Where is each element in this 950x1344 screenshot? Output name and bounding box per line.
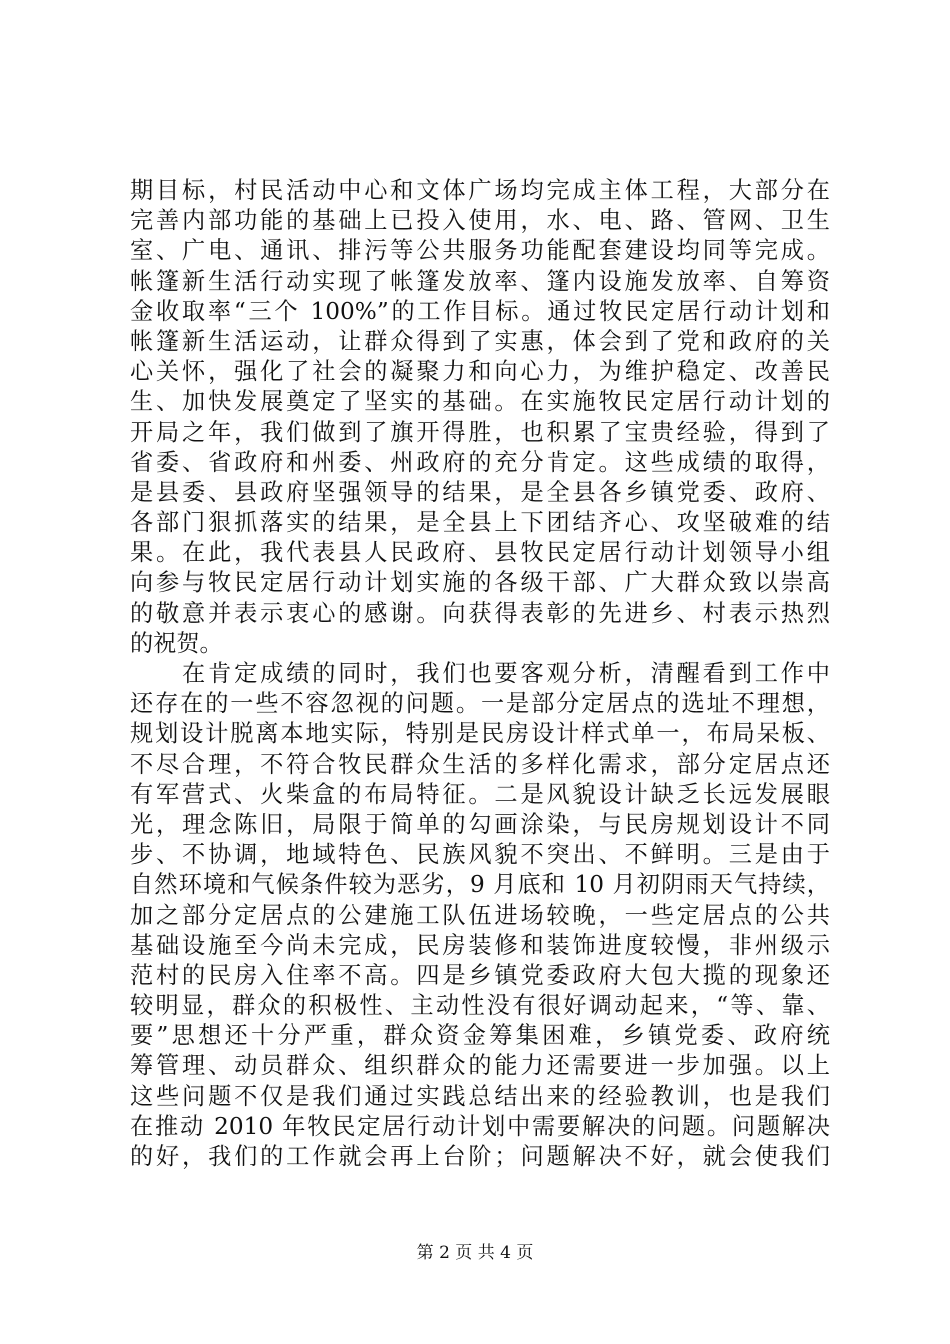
text-line: 是县委、县政府坚强领导的结果，是全县各乡镇党委、政府、: [130, 478, 830, 506]
text-line: 开局之年，我们做到了旗开得胜，也积累了宝贵经验，得到了: [130, 418, 830, 446]
text-line: 心关怀，强化了社会的凝聚力和向心力，为维护稳定、改善民: [130, 358, 830, 386]
text-line: 有军营式、火柴盒的布局特征。二是风貌设计缺乏长远发展眼: [130, 780, 830, 808]
text-line: 帐篷新生活行动实现了帐篷发放率、篷内设施发放率、自筹资: [130, 267, 830, 295]
text-line: 各部门狠抓落实的结果，是全县上下团结齐心、攻坚破难的结: [130, 509, 830, 537]
text-line: 在推动 2010 年牧民定居行动计划中需要解决的问题。问题解决: [130, 1112, 830, 1140]
paragraph: [130, 659, 830, 1172]
text-line: 范村的民房入住率不高。四是乡镇党委政府大包大揽的现象还: [130, 961, 830, 989]
text-line: 的祝贺。: [130, 629, 223, 657]
text-line: 向参与牧民定居行动计划实施的各级干部、广大群众致以崇高: [130, 569, 830, 597]
text-line: 在肯定成绩的同时，我们也要客观分析，清醒看到工作中: [130, 660, 830, 687]
text-line: 较明显，群众的积极性、主动性没有很好调动起来，“等、靠、: [130, 992, 830, 1020]
paragraph: [130, 176, 830, 659]
page-footer: 第 2 页 共 4 页: [416, 1243, 534, 1263]
text-line: 还存在的一些不容忽视的问题。一是部分定居点的选址不理想，: [130, 690, 830, 718]
text-line: 生、加快发展奠定了坚实的基础。在实施牧民定居行动计划的: [130, 388, 830, 416]
text-line: 这些问题不仅是我们通过实践总结出来的经验教训，也是我们: [130, 1082, 830, 1110]
text-line: 规划设计脱离本地实际，特别是民房设计样式单一，布局呆板、: [130, 720, 830, 748]
text-line: 步、不协调，地域特色、民族风貌不突出、不鲜明。三是由于: [130, 841, 830, 869]
text-line: 金收取率“三个 100%”的工作目标。通过牧民定居行动计划和: [130, 297, 830, 325]
text-line: 光，理念陈旧，局限于简单的勾画涂染，与民房规划设计不同: [130, 810, 830, 838]
text-line: 期目标，村民活动中心和文体广场均完成主体工程，大部分在: [130, 177, 830, 204]
text-line: 的好，我们的工作就会再上台阶；问题解决不好，就会使我们: [130, 1143, 830, 1170]
text-line: 不尽合理，不符合牧民群众生活的多样化需求，部分定居点还: [130, 750, 830, 778]
body-text: [130, 176, 830, 1172]
text-line: 要”思想还十分严重，群众资金筹集困难，乡镇党委、政府统: [130, 1022, 830, 1050]
text-line: 完善内部功能的基础上已投入使用，水、电、路、管网、卫生: [130, 207, 830, 235]
text-line: 加之部分定居点的公建施工队伍进场较晚，一些定居点的公共: [130, 901, 830, 929]
text-line: 自然环境和气候条件较为恶劣，9 月底和 10 月初阴雨天气持续，: [130, 871, 830, 899]
text-line: 筹管理、动员群众、组织群众的能力还需要进一步加强。以上: [130, 1052, 830, 1080]
text-line: 的敬意并表示衷心的感谢。向获得表彰的先进乡、村表示热烈: [130, 599, 830, 627]
text-line: 帐篷新生活运动，让群众得到了实惠，体会到了党和政府的关: [130, 327, 830, 355]
text-line: 室、广电、通讯、排污等公共服务功能配套建设均同等完成。: [130, 237, 830, 265]
text-line: 基础设施至今尚未完成，民房装修和装饰进度较慢，非州级示: [130, 931, 830, 959]
text-line: 果。在此，我代表县人民政府、县牧民定居行动计划领导小组: [130, 539, 830, 567]
text-line: 省委、省政府和州委、州政府的充分肯定。这些成绩的取得，: [130, 448, 830, 476]
